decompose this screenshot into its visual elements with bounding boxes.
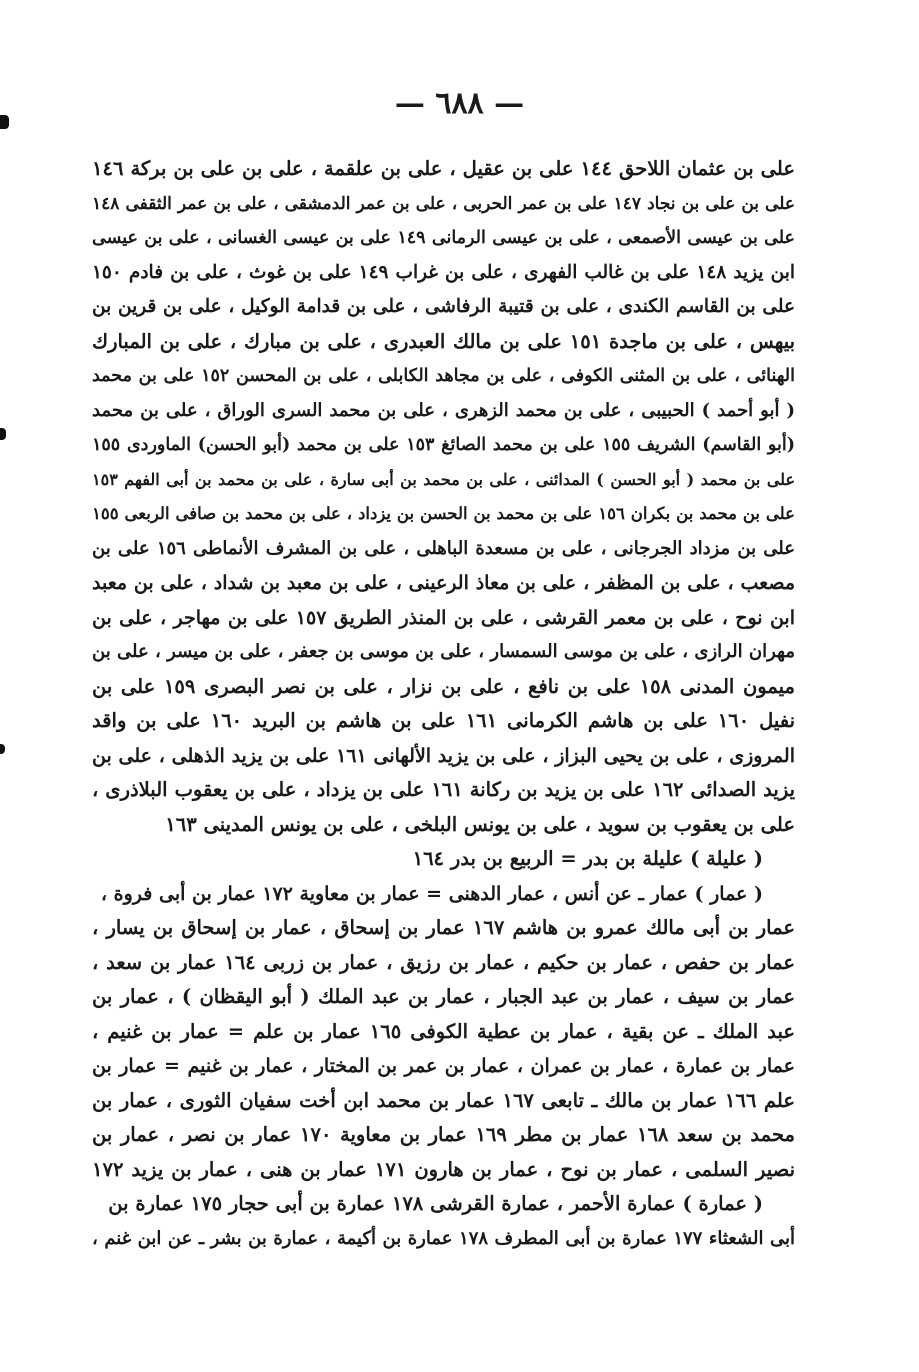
section-heading-line: ( عمارة ) عمارة الأحمر ، عمارة القرشى ١٧٨ عمارة بن أبى حجار ١٧٥ عمارة بن — [108, 1192, 763, 1215]
text-line: نفيل ١٦٠ على بن هاشم الكرمانى ١٦١ على بن هاشم بن البريد ١٦٠ على بن واقد — [92, 709, 795, 732]
section-heading-line: ( عمار ) عمار ـ عن أنس ، عمار الدهنى = عمار بن معاوية ١٧٢ عمار بن أبى فروة ، — [100, 882, 763, 905]
text-line: مصعب ، على بن المظفر ، على بن معاذ الرعينى ، على بن معبد بن شداد ، على بن معبد — [92, 572, 795, 594]
binding-mark — [0, 744, 5, 754]
text-line: المروزى ، على بن يحيى البزاز ، على بن يزيد الألهانى ١٦١ على بن يزيد الذهلى ، على بن — [92, 744, 795, 767]
text-line: على بن مزداد الجرجانى ، على بن مسعدة الباهلى ، على بن المشرف الأنماطى ١٥٦ على بن — [92, 537, 795, 559]
text-line: ابن نوح ، على بن معمر القرشى ، على بن المنذر الطريق ١٥٧ على بن مهاجر ، على بن — [92, 606, 795, 629]
page-number: — ٦٨٨ — — [394, 86, 525, 121]
text-line: ابن يزيد ١٤٨ على بن غالب الفهرى ، على بن غراب ١٤٩ على بن غوث ، على بن فادم ١٥٠ — [92, 261, 795, 283]
text-line: على بن على بن نجاد ١٤٧ على بن عمر الحربى ، على بن عمر الدمشقى ، على بن عمر الثقفى ١٤٨ — [92, 193, 795, 214]
text-line: عمار بن حفص ، عمار بن حكيم ، عمار بن رزيق ، عمار بن زربى ١٦٤ عمار بن سعد ، — [92, 950, 795, 974]
text-line: على بن محمد بن بكران ١٥٦ على بن محمد بن الحسن بن يزداد ، على بن محمد بن صافى الربعى ١٥٥ — [92, 504, 795, 523]
text-line: على بن عثمان اللاحق ١٤٤ على بن عقيل ، على بن علقمة ، على بن على بن بركة ١٤٦ — [92, 157, 795, 180]
text-line: نصير السلمى ، عمار بن نوح ، عمار بن هارون ١٧١ عمار بن هنى ، عمار بن يزيد ١٧٢ — [92, 1157, 795, 1181]
text-line: مهران الرازى ، على بن موسى السمسار ، على بن موسى بن جعفر ، على بن ميسر ، على بن — [92, 641, 795, 662]
text-line: عمار بن عمارة ، عمار بن عمران ، عمار بن عمر بن المختار ، عمار بن غنيم = عمار بن — [92, 1055, 795, 1077]
index-text-block — [92, 152, 795, 1256]
text-line: عمار بن أبى مالك عمرو بن هاشم ١٦٧ عمار بن إسحاق ، عمار بن إسحاق بن يسار ، — [92, 916, 795, 939]
text-line: على بن عيسى الأصمعى ، على بن عيسى الرمانى ١٤٩ على بن عيسى الغسانى ، على بن عيسى — [92, 228, 795, 248]
binding-mark — [0, 428, 6, 440]
text-line: يزيد الصدائى ١٦٢ على بن يزيد بن ركانة ١٦١ على بن يزداد ، على بن يعقوب البلاذرى ، — [92, 778, 795, 801]
text-line: على بن يعقوب بن سويد ، على بن يونس البلخى ، على بن يونس المدينى ١٦٣ — [165, 812, 795, 836]
text-line: ( أبو أحمد ) الحبيبى ، على بن محمد الزهرى ، على بن محمد السرى الوراق ، على بن محمد — [92, 399, 795, 421]
text-line: ميمون المدنى ١٥٨ على بن نافع ، على بن نزار ، على بن نصر البصرى ١٥٩ على بن — [92, 674, 795, 698]
text-line: محمد بن سعد ١٦٨ عمار بن مطر ١٦٩ عمار بن معاوية ١٧٠ عمار بن نصر ، عمار بن — [92, 1123, 795, 1146]
text-line: على بن القاسم الكندى ، على بن قتيبة الرفاشى ، على بن قدامة الوكيل ، على بن قرين بن — [92, 296, 795, 317]
text-line: على بن محمد ( أبو الحسن ) المدائنى ، على بن محمد بن أبى سارة ، على بن محمد بن أبى الفهم ١٥٣ — [92, 469, 795, 489]
text-line: أبى الشعثاء ١٧٧ عمارة بن أبى المطرف ١٧٨ عمارة بن أكيمة ، عمارة بن بشر ـ عن ابن غنم ، — [92, 1227, 795, 1249]
text-line: عبد الملك ـ عن بقية ، عمار بن عطية الكوفى ١٦٥ عمار بن علم = عمار بن غنيم ، — [92, 1019, 795, 1043]
text-line: (أبو القاسم) الشريف ١٥٥ على بن محمد الصائغ ١٥٣ على بن محمد (أبو الحسن) الماوردى ١٥٥ — [92, 435, 795, 455]
section-heading-line: ( عليلة ) عليلة بن بدر = الربيع بن بدر ١٦٤ — [412, 847, 763, 870]
text-line: الهنائى ، على بن المثنى الكوفى ، على بن مجاهد الكابلى ، على بن المحسن ١٥٢ على بن محمد — [92, 366, 795, 386]
text-line: علم ١٦٦ عمار بن مالك ـ تابعى ١٦٧ عمار بن محمد ابن أخت سفيان الثورى ، عمار بن — [92, 1088, 795, 1112]
text-line: بيهس ، على بن ماجدة ١٥١ على بن مالك العبدرى ، على بن مبارك ، على بن المبارك — [92, 329, 795, 353]
text-line: عمار بن سيف ، عمار بن عبد الجبار ، عمار بن عبد الملك ( أبو اليقظان ) ، عمار بن — [92, 985, 795, 1008]
